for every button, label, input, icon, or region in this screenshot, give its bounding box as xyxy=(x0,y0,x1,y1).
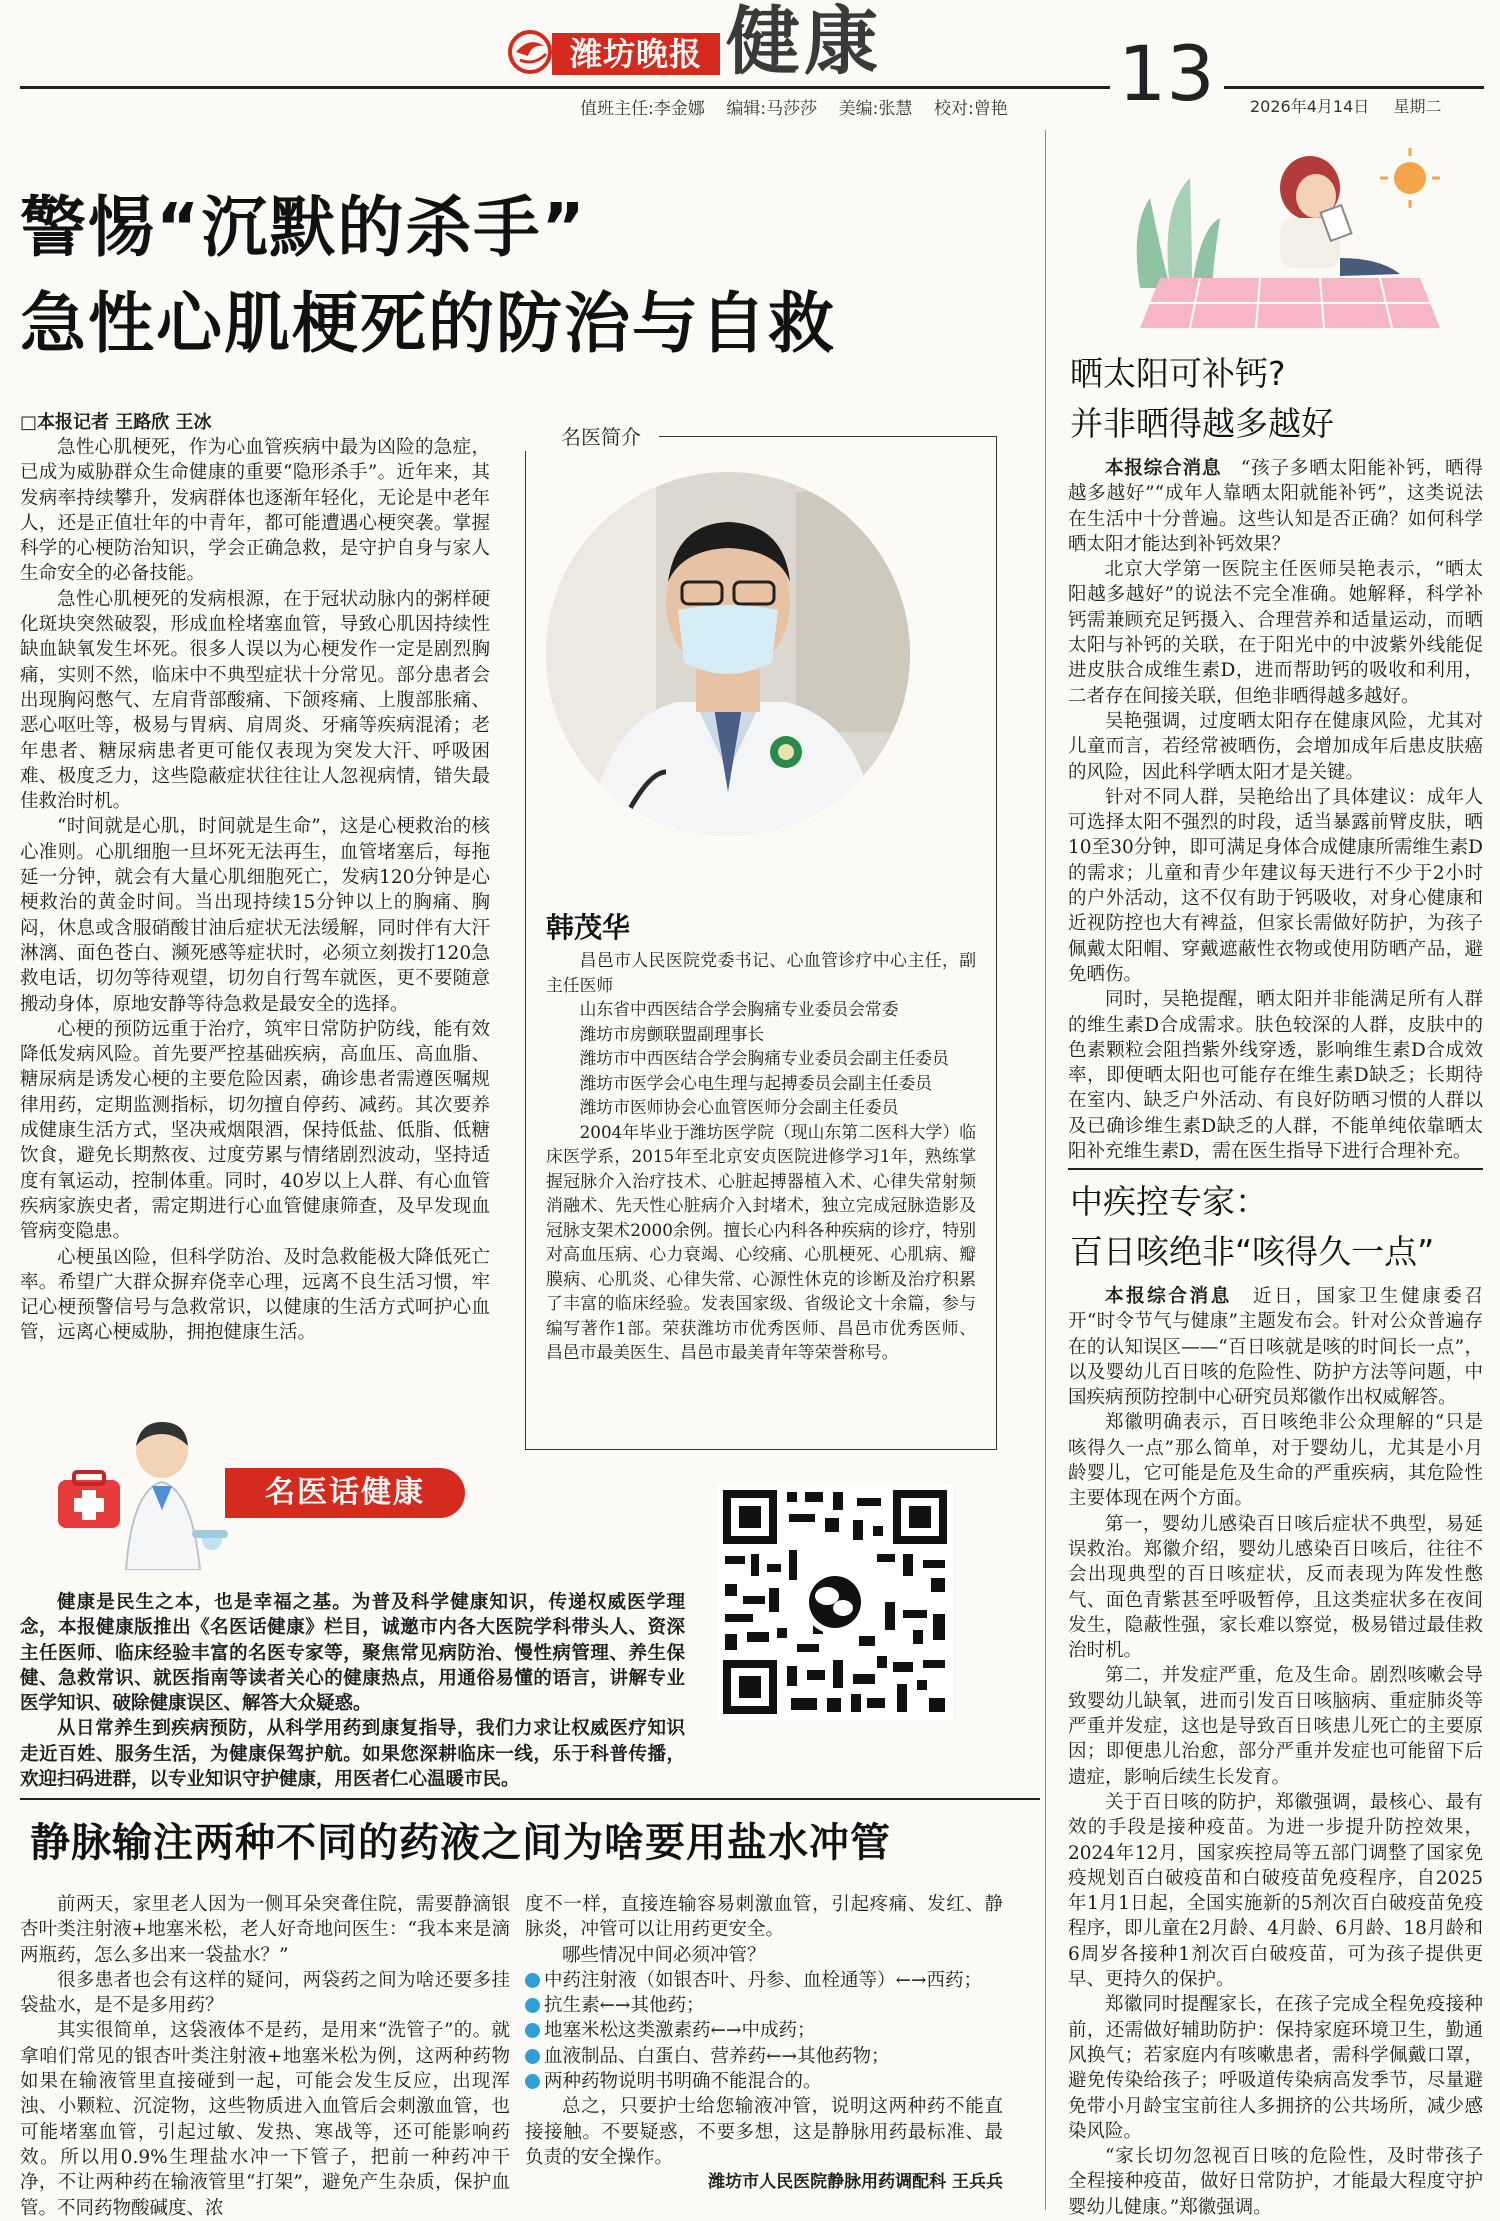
doctor-title-line: 潍坊市医师协会心血管医师分会副主任委员 xyxy=(579,1097,899,1117)
pertussis-headline-line2: 百日咳绝非“咳得久一点” xyxy=(1070,1232,1435,1271)
section-title: 健康 xyxy=(726,0,882,85)
column-divider xyxy=(1045,130,1046,2210)
sun-headline-line1: 晒太阳可补钙? xyxy=(1070,354,1286,393)
doctor-name: 韩茂华 xyxy=(546,911,631,944)
date-text: 2026年4月14日 xyxy=(1250,97,1370,116)
pertussis-lead-label: 本报综合消息 xyxy=(1105,1286,1232,1307)
sun-paragraph: 本报综合消息 “孩子多晒太阳能补钙，晒得越多越好”“成年人靠晒太阳就能补钙”，这类说法在生活中十分普遍。这些认知是否正确？如何科学晒太阳才能达到补钙效果？ xyxy=(1068,458,1483,555)
doctor-title-line: 潍坊市中西医结合学会胸痛专业委员会副主任委员 xyxy=(579,1048,949,1068)
paper-name: 潍坊晚报 xyxy=(552,33,720,75)
doctor-title-line: 潍坊市医学会心电生理与起搏委员会副主任委员 xyxy=(579,1072,933,1093)
pertussis-paragraph: 郑徽同时提醒家长，在孩子完成全程免疫接种前，还需做好辅助防护：保持家庭环境卫生，勤通风换气；若家庭内有咳嗽患者，需科学佩戴口罩，避免传染给孩子；呼吸道传染病高发季节，尽量避免带小月龄宝宝前往人多拥挤的公共场所，减少感染风险。 xyxy=(1068,1994,1483,2142)
issue-date xyxy=(1250,94,1441,117)
sun-article-body xyxy=(1068,456,1483,1164)
iv-question: 哪些情况中间必须冲管？ xyxy=(562,1944,766,1966)
weekday-text: 星期二 xyxy=(1393,97,1442,116)
iv-bullet-item: 两种药物说明书明确不能混合的。 xyxy=(525,2069,1003,2094)
doctor-title-line: 昌邑市人民医院党委书记、心血管诊疗中心主任，副主任医师 xyxy=(546,950,976,995)
bullet-dot-icon xyxy=(525,2049,540,2064)
iv-intro: 度不一样，直接连输容易刺激血管，引起疼痛、发红、静脉炎，冲管可以让用药更安全。 xyxy=(525,1894,1003,1941)
pertussis-paragraph: “家长切勿忽视百日咳的危险性，及时带孩子全程接种疫苗，做好日常防护，才能最大程度守护婴幼儿健康。”郑徽强调。 xyxy=(1068,2146,1483,2218)
pertussis-paragraph: 郑徽明确表示，百日咳绝非公众理解的“只是咳得久一点”那么简单，对于婴幼儿，尤其是小月龄婴儿，它可能是危及生命的严重疾病，其危险性主要体现在两个方面。 xyxy=(1068,1412,1483,1510)
lead-paragraph: 心梗虽凶险，但科学防治、及时急救能极大降低死亡率。希望广大群众摒弃侥幸心理，远离不良生活习惯，牢记心梗预警信号与急救常识，以健康的生活方式呵护心血管，远离心梗威胁，拥抱健康生活。 xyxy=(20,1246,490,1344)
iv-source: 潍坊市人民医院静脉用药调配科 王兵兵 xyxy=(708,2172,1003,2193)
bullet-dot-icon xyxy=(525,2074,540,2089)
promo-paragraph: 从日常养生到疾病预防，从科学用药到康复指导，我们力求让权威医疗知识走近百姓、服务生活，为健康保驾护航。如果您深耕临床一线，乐于科普传播，欢迎扫码进群，以专业知识守护健康，用医者仁心温暖市民。 xyxy=(20,1718,685,1791)
pertussis-headline-line1: 中疾控专家： xyxy=(1070,1182,1268,1221)
doctor-title-line: 山东省中西医结合学会胸痛专业委员会常委 xyxy=(579,999,899,1019)
pertussis-paragraph: 第一，婴幼儿感染百日咳后症状不典型，易延误救治。郑徽介绍，婴幼儿感染百日咳后，往往不会出现典型的百日咳症状，反而表现为阵发性憋气、面色青紫甚至呼吸暂停，且这类症状多在夜间发生，隐蔽性强，家长难以察觉，极易错过最佳救治时机。 xyxy=(1068,1513,1483,1662)
iv-article-col1 xyxy=(20,1892,510,2221)
iv-bullet-item: 地塞米松这类激素药←→中成药； xyxy=(525,2018,1003,2043)
iv-headline: 静脉输注两种不同的药液之间为啥要用盐水冲管 xyxy=(30,1820,891,1866)
iv-article-top-rule xyxy=(20,1798,1040,1800)
sun-paragraph: 针对不同人群，吴艳给出了具体建议：成年人可选择太阳不强烈的时段，适当暴露前臂皮肤，晒10至30分钟，即可满足身体合成健康所需维生素D的需求；儿童和青少年建议每天进行不少于2小时的户外活动，这不仅有助于钙吸收，对身心健康和近视防控也大有裨益，但家长需做好防护，为孩子佩戴太阳帽、穿戴遮蔽性衣物或使用防晒产品，避免晒伤。 xyxy=(1068,786,1483,985)
lead-headline-line1: 警惕“沉默的杀手” xyxy=(20,189,587,266)
iv-bullet-item: 中药注射液（如银杏叶、丹参、血栓通等）←→西药； xyxy=(525,1968,1003,1993)
lead-paragraph: 心梗的预防远重于治疗，筑牢日常防护防线，能有效降低发病风险。首先要严控基础疾病，高血压、高血脂、糖尿病是诱发心梗的主要危险因素，确诊患者需遵医嘱规律用药，定期监测指标，切勿擅自停药、减药。其次要养成健康生活方式，坚决戒烟限酒，保持低盐、低脂、低糖饮食，避免长期熬夜、过度劳累与情绪剧烈波动，坚持适度有氧运动，控制体重。同时，40岁以上人群、有心血管疾病家族史者，需定期进行心血管健康筛查，及早发现血管病变隐患。 xyxy=(20,1018,490,1243)
doctor-titles-and-bio xyxy=(546,948,976,1365)
bullet-dot-icon xyxy=(525,1973,540,1988)
iv-bullet-item: 抗生素←→其他药； xyxy=(525,1993,1003,2018)
pertussis-paragraph: 本报综合消息 近日，国家卫生健康委召开“时令节气与健康”主题发布会。针对公众普遍存在的认知误区——“百日咳就是咳的时间长一点”，以及婴幼儿百日咳的危险性、防护方法等问题，中国疾病预防控制中心研究员郑徽作出权威解答。 xyxy=(1068,1286,1483,1409)
lead-paragraph: 急性心肌梗死的发病根源，在于冠状动脉内的粥样硬化斑块突然破裂，形成血栓堵塞血管，导致心肌因持续性缺血缺氧发生坏死。很多人误以为心梗发作一定是剧烈胸痛，实则不然，临床中不典型症状十分常见。部分患者会出现胸闷憋气、左肩背部酸痛、下颌疼痛、上腹部胀痛、恶心呕吐等，极易与胃病、肩周炎、牙痛等疾病混淆；老年患者、糖尿病患者更可能仅表现为突发大汗、呼吸困难、极度乏力，这些隐蔽症状往往让人忽视病情，错失最佳救治时机。 xyxy=(20,588,490,813)
iv-paragraph: 前两天，家里老人因为一侧耳朵突聋住院，需要静滴银杏叶类注射液+地塞米松，老人好奇地问医生：“我本来是滴两瓶药，怎么多出来一袋盐水？” xyxy=(20,1894,510,1966)
reading-girl-illustration xyxy=(1120,138,1450,338)
lead-byline: □本报记者 王路欣 王冰 xyxy=(20,412,212,433)
lead-article-body xyxy=(20,410,490,1346)
sun-paragraph: 北京大学第一医院主任医师吴艳表示，“晒太阳越多越好”的说法不完全准确。她解释，科学补钙需兼顾充足钙摄入、合理营养和适量运动，而晒太阳与补钙的关联，在于阳光中的中波紫外线能促进皮肤合成维生素D，进而帮助钙的吸收和利用，二者存在间接关联，但绝非晒得越多越好。 xyxy=(1068,559,1483,707)
promo-paragraph: 健康是民生之本，也是幸福之基。为普及科学健康知识，传递权威医学理念，本报健康版推出《名医话健康》栏目，诚邀市内各大医院学科带头人、资深主任医师、临床经验丰富的名医专家等，聚焦常见病防治、慢性病管理、养生保健、急救常识、就医指南等读者关心的健康热点，用通俗易懂的语言，讲解专业医学知识、破除健康误区、解答大众疑惑。 xyxy=(20,1592,685,1715)
page-number: 13 xyxy=(1118,29,1215,118)
iv-paragraph: 很多患者也会有这样的疑问，两袋药之间为啥还要多挂袋盐水，是不是多用药？ xyxy=(20,1969,510,2017)
masthead xyxy=(0,0,1500,130)
lead-headline-line2: 急性心肌梗死的防治与自救 xyxy=(20,285,836,362)
sun-lead-label: 本报综合消息 xyxy=(1105,458,1222,479)
doctor-cartoon-icon xyxy=(52,1420,232,1570)
doctor-title-line: 潍坊市房颤联盟副理事长 xyxy=(579,1023,765,1044)
paper-logo-icon xyxy=(508,30,552,74)
qr-pattern xyxy=(717,1484,953,1720)
iv-bullet-item: 血液制品、白蛋白、营养药←→其他药物； xyxy=(525,2044,1003,2069)
bullet-dot-icon xyxy=(525,2023,540,2038)
pertussis-paragraph: 第二，并发症严重，危及生命。剧烈咳嗽会导致婴幼儿缺氧，进而引发百日咳脑病、重症肺炎等严重并发症，这也是导致百日咳患儿死亡的主要原因；即便患儿治愈，部分严重并发症也可能留下后遗症，影响后续生长发育。 xyxy=(1068,1665,1483,1788)
pertussis-top-rule xyxy=(1068,1168,1483,1170)
wechat-qr-code[interactable] xyxy=(717,1484,953,1720)
iv-conclusion: 总之，只要护士给您输液冲管，说明这两种药不能直接接触。不要疑惑，不要多想，这是静脉用药最标准、最负责的安全操作。 xyxy=(525,2096,1003,2168)
iv-article-col2 xyxy=(525,1892,1003,2196)
pertussis-paragraph: 关于百日咳的防护，郑徽强调，最核心、最有效的手段是接种疫苗。为进一步提升防控效果，2024年12月，国家疾控局等五部门调整了国家免疫规划百白破疫苗和白破疫苗免疫程序，自2025年1月1日起，全国实施新的5剂次百白破疫苗免疫程序，即儿童在2月龄、4月龄、6月龄、18月龄和6周岁各接种1剂次百白破疫苗，可为孩子提供更早、更持久的保护。 xyxy=(1068,1791,1483,1991)
sun-headline-line2: 并非晒得越多越好 xyxy=(1070,404,1334,443)
column-promo-body xyxy=(20,1590,685,1792)
pertussis-article-body xyxy=(1068,1284,1483,2220)
column-banner: 名医话健康 xyxy=(225,1468,465,1518)
sun-paragraph: 同时，吴艳提醒，晒太阳并非能满足所有人群的维生素D合成需求。肤色较深的人群，皮肤中的色素颗粒会阻挡紫外线穿透，影响维生素D合成效率，即便晒太阳也可能存在维生素D缺乏；长期待在室内、缺乏户外活动、有良好防晒习惯的人群以及已确诊维生素D缺乏的人群，不能单纯依靠晒太阳补充维生素D，需在医生指导下进行合理补充。 xyxy=(1068,989,1483,1163)
lead-paragraph: 急性心肌梗死，作为心血管疾病中最为凶险的急症，已成为威胁群众生命健康的重要“隐形杀手”。近年来，其发病率持续攀升，发病群体也逐渐年轻化，无论是中老年人，还是正值壮年的中青年，都可能遭遇心梗突袭。掌握科学的心梗防治知识，学会正确急救，是守护自身与家人生命安全的必备技能。 xyxy=(20,437,490,585)
lead-paragraph: “时间就是心肌，时间就是生命”，这是心梗救治的核心准则。心肌细胞一旦坏死无法再生，血管堵塞后，每拖延一分钟，就会有大量心肌细胞死亡，发病120分钟是心梗救治的黄金时间。当出现持续15分钟以上的胸痛、胸闷，休息或含服硝酸甘油后症状无法缓解，同时伴有大汗淋漓、面色苍白、濒死感等症状时，必须立刻拨打120急救电话，切勿等待观望，切勿自行驾车就医，更不要随意搬动身体，原地安静等待急救是最安全的选择。 xyxy=(20,816,490,1015)
bullet-dot-icon xyxy=(525,1998,540,2013)
iv-paragraph: 其实很简单，这袋液体不是药，是用来“洗管子”的。就拿咱们常见的银杏叶类注射液+地塞米松为例，这两种药物如果在输液管里直接碰到一起，可能会发生反应，出现浑浊、小颗粒、沉淀物，这些物质进入血管后会刺激血管，也可能堵塞血管，引起过敏、发热、寒战等，还可能影响药效。所以用0.9%生理盐水冲一下管子，把前一种药冲干净，不让两种药在输液管里“打架”，避免产生杂质，保护血管。不同药物酸碱度、浓 xyxy=(20,2020,510,2219)
doctor-portrait xyxy=(546,472,910,836)
staff-credits: 值班主任:李金娜 编辑:马莎莎 美编:张慧 校对:曾艳 xyxy=(580,99,1008,119)
doctor-bio: 2004年毕业于潍坊医学院（现山东第二医科大学）临床医学系，2015年至北京安贞医院进修学习1年，熟练掌握冠脉介入治疗技术、心脏起搏器植入术、心律失常射频消融术、先天性心脏病介入封堵术，独立完成冠脉造影及冠脉支架术2000余例。擅长心内科各种疾病的诊疗，特别对高血压病、心力衰竭、心绞痛、心肌梗死、心肌病、瓣膜病、心肌炎、心律失常、心源性休克的诊断及治疗积累了丰富的临床经验。发表国家级、省级论文十余篇，参与编写著作1部。荣获潍坊市优秀医师、昌邑市优秀医师、昌邑市最美医生、昌邑市最美青年等荣誉称号。 xyxy=(546,1121,976,1362)
masthead-rule xyxy=(20,86,1110,89)
profile-box-title: 名医简介 xyxy=(525,423,659,451)
masthead-rule-right xyxy=(1224,86,1484,89)
sun-paragraph: 吴艳强调，过度晒太阳存在健康风险，尤其对儿童而言，若经常被晒伤，会增加成年后患皮肤癌的风险，因此科学晒太阳才是关键。 xyxy=(1068,710,1483,783)
